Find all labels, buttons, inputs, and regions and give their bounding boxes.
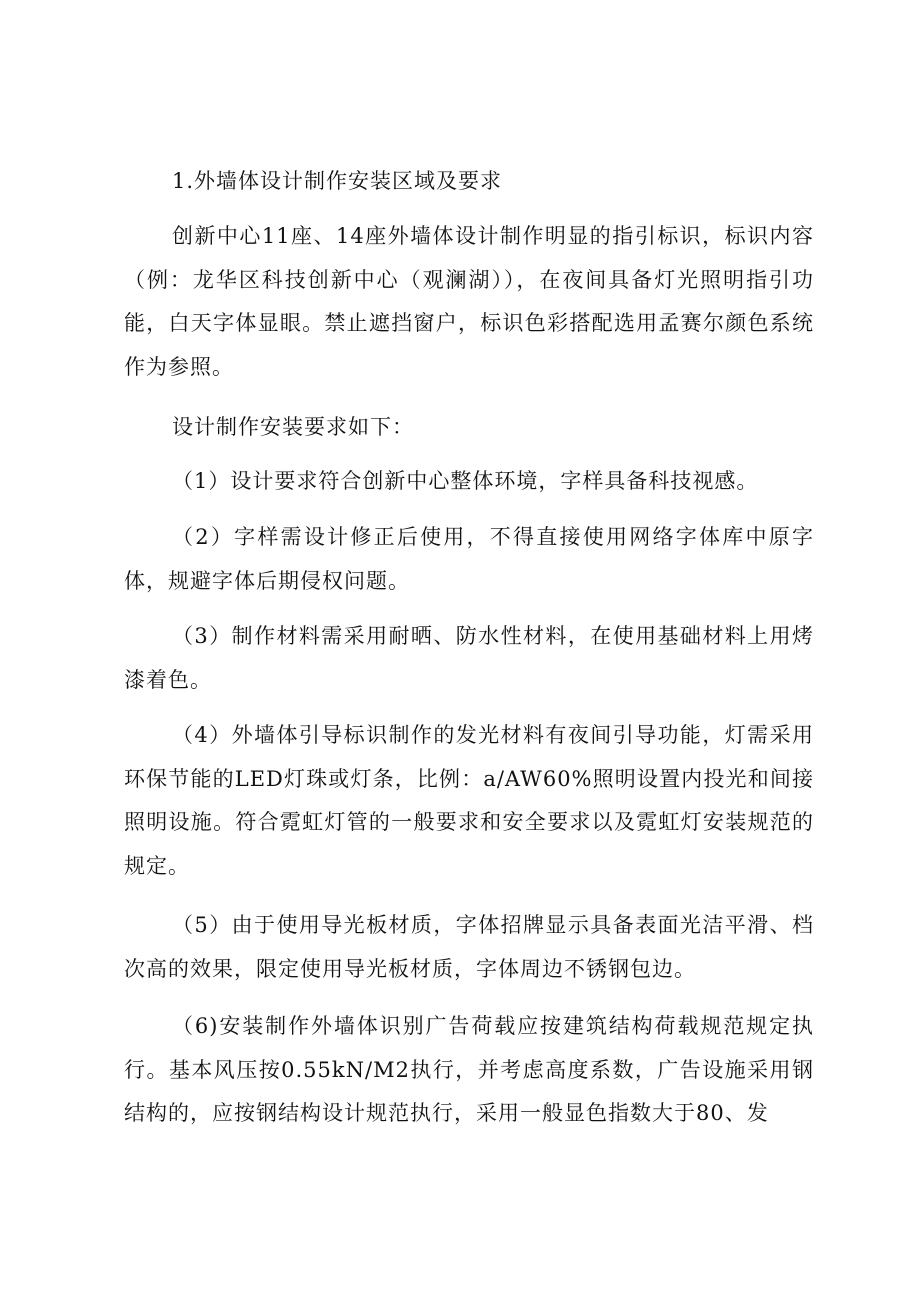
requirement-item-3: （3）制作材料需采用耐晒、防水性材料，在使用基础材料上用烤漆着色。 — [124, 624, 814, 692]
requirement-item-5: （5）由于使用导光板材质，字体招牌显示具备表面光洁平滑、档次高的效果，限定使用导光板材质，字体周边不锈钢包边。 — [124, 913, 814, 981]
intro-paragraph: 创新中心11座、14座外墙体设计制作明显的指引标识，标识内容（例：龙华区科技创新中心（观澜湖）），在夜间具备灯光照明指引功能，白天字体显眼。禁止遮挡窗户，标识色彩搭配选用孟赛尔颜色系统作为参照。 — [124, 224, 814, 379]
requirement-item-1: （1）设计要求符合创新中心整体环境，字样具备科技视感。 — [172, 469, 759, 493]
section-heading: 1.外墙体设计制作安装区域及要求 — [172, 169, 503, 193]
requirement-item-4: （4）外墙体引导标识制作的发光材料有夜间引导功能，灯需采用环保节能的LED灯珠或灯条，比例：a/AW60%照明设置内投光和间接照明设施。符合霓虹灯管的一般要求和安全要求以及霓虹灯安装规范的规定。 — [124, 723, 814, 878]
requirements-title: 设计制作安装要求如下： — [172, 415, 414, 439]
requirement-item-6: （6)安装制作外墙体识别广告荷载应按建筑结构荷载规范规定执行。基本风压按0.55kN/M2执行，并考虑高度系数，广告设施采用钢结构的，应按钢结构设计规范执行，采用一般显色指数大于80、发 — [124, 1014, 814, 1125]
requirement-item-2: （2）字样需设计修正后使用，不得直接使用网络字体库中原字体，规避字体后期侵权问题。 — [124, 525, 814, 593]
